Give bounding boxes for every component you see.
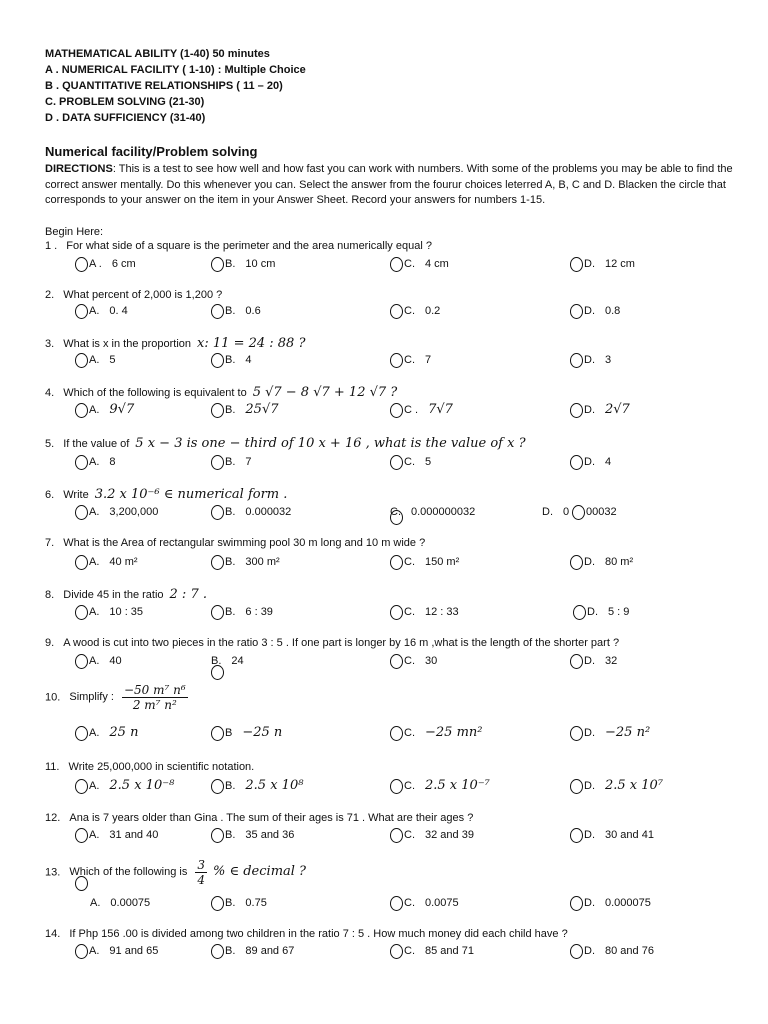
- question-14-option-3[interactable]: [390, 942, 474, 960]
- option-letter: C.: [404, 897, 415, 910]
- fraction-numerator: 3: [197, 858, 205, 872]
- option-value: 89 and 67: [245, 945, 295, 958]
- option-value: 0.0075: [425, 897, 459, 910]
- option-letter: D.: [584, 404, 595, 417]
- option-letter: B.: [225, 556, 236, 569]
- question-11-option-1[interactable]: [75, 777, 174, 795]
- option-letter: D.: [584, 829, 595, 842]
- answer-bubble[interactable]: [211, 944, 224, 959]
- question-13-option-1-bubble[interactable]: [75, 876, 88, 891]
- question-9-option-1[interactable]: [75, 652, 122, 670]
- option-letter: B.: [225, 305, 236, 318]
- question-4-stem: [45, 385, 397, 400]
- answer-bubble[interactable]: [211, 726, 224, 741]
- question-4-option-2[interactable]: [211, 401, 279, 419]
- option-value: 30 and 41: [605, 829, 654, 842]
- question-2-option-3[interactable]: [390, 302, 440, 320]
- option-value: 0: [563, 506, 570, 519]
- question-8-option-3[interactable]: [390, 603, 459, 621]
- option-value: 25√7: [245, 402, 279, 418]
- header-line-title: MATHEMATICAL ABILITY (1-40) 50 minutes: [45, 48, 270, 60]
- begin-label: Begin Here:: [45, 226, 104, 238]
- option-letter: D.: [587, 606, 598, 619]
- question-6-option-3-bubble[interactable]: [390, 510, 403, 525]
- option-letter: A.: [89, 305, 100, 318]
- question-expression: 2 : 7 .: [169, 587, 207, 602]
- option-letter: C.: [404, 829, 415, 842]
- answer-bubble[interactable]: [390, 654, 403, 669]
- option-letter: D.: [584, 305, 595, 318]
- option-letter: A.: [89, 655, 100, 668]
- question-3-option-3[interactable]: [390, 351, 431, 369]
- answer-bubble[interactable]: [390, 555, 403, 570]
- option-letter: A.: [89, 556, 100, 569]
- question-6-option-2[interactable]: [211, 503, 291, 521]
- option-value: 8: [109, 456, 116, 469]
- answer-bubble[interactable]: [75, 944, 88, 959]
- question-number: 4.: [45, 387, 55, 399]
- answer-bubble[interactable]: [390, 828, 403, 843]
- question-9-option-3[interactable]: [390, 652, 437, 670]
- question-5-stem: [45, 436, 526, 451]
- question-8-option-2[interactable]: [211, 603, 273, 621]
- question-number: 7.: [45, 537, 55, 549]
- header-line-a: A . NUMERICAL FACILITY ( 1-10) : Multiple Choice: [45, 64, 306, 76]
- answer-bubble[interactable]: [573, 605, 586, 620]
- option-letter: D.: [584, 655, 595, 668]
- question-expression: % ∈ decimal ?: [213, 864, 307, 880]
- question-11-option-2[interactable]: [211, 777, 303, 795]
- option-value: 31 and 40: [109, 829, 159, 842]
- section-title: Numerical facility/Problem solving: [45, 144, 258, 159]
- option-value: 85 and 71: [425, 945, 474, 958]
- question-expression: x: 11 = 24 : 88 ?: [197, 336, 306, 351]
- answer-bubble[interactable]: [570, 779, 583, 794]
- option-letter: B.: [225, 897, 236, 910]
- option-value: 10 cm: [245, 258, 276, 271]
- question-10-option-2[interactable]: [211, 724, 282, 742]
- answer-bubble[interactable]: [570, 828, 583, 843]
- option-value: 12 : 33: [425, 606, 459, 619]
- answer-bubble[interactable]: [570, 896, 583, 911]
- question-4-option-1[interactable]: [75, 401, 134, 419]
- question-number: 9.: [45, 637, 55, 649]
- option-value: 0.75: [245, 897, 267, 910]
- option-letter: B.: [225, 945, 236, 958]
- question-1-option-4[interactable]: [570, 255, 635, 273]
- answer-bubble[interactable]: [75, 605, 88, 620]
- option-value: 0.8: [605, 305, 621, 318]
- question-13-option-4[interactable]: [570, 894, 651, 912]
- question-number: 11.: [45, 761, 60, 773]
- answer-bubble[interactable]: [75, 555, 88, 570]
- question-text: Ana is 7 years older than Gina . The sum of their ages is 71 . What are their ages ?: [69, 812, 474, 824]
- question-5-option-1[interactable]: [75, 453, 116, 471]
- option-value: −25 n²: [605, 725, 651, 741]
- option-value: 5: [425, 456, 432, 469]
- option-value: 4: [605, 456, 612, 469]
- question-8-stem: [45, 587, 207, 602]
- question-7-option-1[interactable]: [75, 553, 138, 571]
- question-2-option-1[interactable]: [75, 302, 128, 320]
- option-value: 12 cm: [605, 258, 635, 271]
- question-10-option-3[interactable]: [390, 724, 482, 742]
- option-letter: B.: [225, 506, 236, 519]
- answer-bubble[interactable]: [211, 353, 224, 368]
- question-6-option-1[interactable]: [75, 503, 158, 521]
- option-letter: D.: [584, 354, 595, 367]
- option-letter: D.: [584, 780, 595, 793]
- question-2-option-4[interactable]: [570, 302, 620, 320]
- option-letter: B.: [225, 780, 236, 793]
- option-value: 32: [605, 655, 618, 668]
- question-1-option-3[interactable]: [390, 255, 449, 273]
- question-number: 5.: [45, 438, 55, 450]
- option-letter: D.: [584, 945, 595, 958]
- option-letter: B.: [225, 456, 236, 469]
- question-5-option-4[interactable]: [570, 453, 611, 471]
- question-1-option-2[interactable]: [211, 255, 275, 273]
- answer-bubble[interactable]: [211, 779, 224, 794]
- option-value: 7: [245, 456, 252, 469]
- question-11-option-4[interactable]: [570, 777, 663, 795]
- option-letter: D.: [584, 258, 595, 271]
- question-7-stem: [45, 537, 425, 549]
- answer-bubble[interactable]: [211, 828, 224, 843]
- question-9-option-2-bubble[interactable]: [211, 665, 224, 680]
- question-12-option-4[interactable]: [570, 826, 654, 844]
- question-11-stem: [45, 761, 254, 773]
- option-value: 0.000000032: [411, 506, 476, 519]
- directions: [45, 162, 735, 209]
- answer-bubble[interactable]: [75, 726, 88, 741]
- option-value: 3,200,000: [109, 506, 159, 519]
- question-text: Which of the following is: [69, 866, 188, 879]
- option-letter: A .: [89, 258, 102, 271]
- question-12-option-2[interactable]: [211, 826, 294, 844]
- option-letter: D.: [584, 556, 595, 569]
- option-value: 24: [231, 655, 244, 668]
- option-value: 7: [425, 354, 432, 367]
- fraction-denominator: 2 m⁷ n²: [132, 698, 177, 712]
- answer-bubble[interactable]: [211, 304, 224, 319]
- option-letter: B.: [225, 606, 236, 619]
- answer-bubble[interactable]: [390, 605, 403, 620]
- question-3-option-2[interactable]: [211, 351, 252, 369]
- option-value: 4 cm: [425, 258, 449, 271]
- option-value: 80 and 76: [605, 945, 654, 958]
- answer-bubble[interactable]: [570, 257, 583, 272]
- question-fraction: [122, 683, 188, 712]
- directions-label: DIRECTIONS: [45, 163, 113, 175]
- option-letter: A.: [89, 829, 100, 842]
- question-6-stem: [45, 487, 287, 502]
- option-value: −25 n: [242, 725, 283, 741]
- directions-text: : This is a test to see how well and how fast you can work with numbers. With some of the problems you may be able to find the correct answer mentally. Do this whenever you can. Select the answer from the fourur choices leterred A, B, C and D. Blacken the circle that corresponds to your answer on the item in your Answer Sheet. Record your answers for numbers 1-15.: [45, 163, 733, 206]
- question-12-option-3[interactable]: [390, 826, 474, 844]
- option-letter: C.: [404, 655, 415, 668]
- answer-bubble[interactable]: [75, 257, 88, 272]
- question-number: 13.: [45, 866, 61, 879]
- question-2-option-2[interactable]: [211, 302, 261, 320]
- answer-bubble[interactable]: [390, 304, 403, 319]
- option-letter: A.: [89, 606, 100, 619]
- question-10-stem: [45, 683, 188, 712]
- question-13-option-3[interactable]: [390, 894, 459, 912]
- option-value: 25 n: [109, 725, 139, 741]
- option-value: 10 : 35: [109, 606, 144, 619]
- option-value: 3: [605, 354, 612, 367]
- question-12-option-1[interactable]: [75, 826, 158, 844]
- option-letter: C.: [404, 727, 415, 740]
- option-value: 150 m²: [425, 556, 460, 569]
- option-letter: A.: [89, 727, 100, 740]
- answer-bubble[interactable]: [211, 403, 224, 418]
- question-10-option-4[interactable]: [570, 724, 650, 742]
- option-letter: C.: [404, 945, 415, 958]
- option-value: 6 cm: [111, 258, 136, 271]
- answer-bubble[interactable]: [390, 779, 403, 794]
- option-value: 32 and 39: [425, 829, 474, 842]
- option-letter: A.: [89, 945, 100, 958]
- question-text: What is the Area of rectangular swimming pool 30 m long and 10 m wide ?: [63, 537, 426, 549]
- answer-bubble[interactable]: [75, 403, 88, 418]
- question-13-option-1[interactable]: [90, 894, 150, 912]
- answer-bubble[interactable]: [211, 896, 224, 911]
- question-8-option-1[interactable]: [75, 603, 143, 621]
- question-12-stem: [45, 812, 473, 824]
- question-number: 12.: [45, 812, 61, 824]
- option-value: 300 m²: [245, 556, 280, 569]
- answer-bubble[interactable]: [75, 505, 88, 520]
- question-7-option-4[interactable]: [570, 553, 633, 571]
- option-value: 91 and 65: [109, 945, 159, 958]
- answer-bubble[interactable]: [390, 353, 403, 368]
- option-value: 5: [109, 354, 116, 367]
- answer-bubble[interactable]: [390, 455, 403, 470]
- fraction-denominator: 4: [197, 873, 205, 887]
- option-letter: A.: [89, 780, 100, 793]
- question-text: If Php 156 .00 is divided among two children in the ratio 7 : 5 . How much money did each child have ?: [69, 928, 568, 940]
- option-letter: A.: [89, 456, 100, 469]
- option-value: 0.000075: [605, 897, 651, 910]
- question-11-option-3[interactable]: [390, 777, 490, 795]
- option-value: 7√7: [428, 402, 453, 418]
- question-text: Divide 45 in the ratio: [63, 589, 164, 601]
- header-line-d: D . DATA SUFFICIENCY (31-40): [45, 112, 206, 124]
- option-value: 30: [425, 655, 438, 668]
- question-13-option-2[interactable]: [211, 894, 267, 912]
- question-number: 14.: [45, 928, 61, 940]
- option-value: 0. 4: [109, 305, 128, 318]
- question-4-option-3[interactable]: [390, 401, 453, 419]
- option-letter: C.: [404, 606, 415, 619]
- question-6-option-4[interactable]: [542, 503, 569, 521]
- answer-bubble[interactable]: [211, 555, 224, 570]
- header-line-b: B . QUANTITATIVE RELATIONSHIPS ( 11 – 20): [45, 80, 283, 92]
- answer-bubble[interactable]: [75, 779, 88, 794]
- question-text: What is x in the proportion: [63, 338, 192, 350]
- option-value: 0.6: [245, 305, 261, 318]
- question-expression: 5 √7 − 8 √7 + 12 √7 ?: [252, 385, 398, 400]
- option-value: 0.00075: [110, 897, 151, 910]
- option-letter: C .: [404, 404, 419, 417]
- option-letter: A.: [90, 897, 101, 910]
- option-value: 0.2: [425, 305, 441, 318]
- question-10-option-1[interactable]: [75, 724, 138, 742]
- question-number: 3.: [45, 338, 55, 350]
- question-expression: 5 x − 3 is one − third of 10 x + 16 , what is the value of x ?: [135, 436, 526, 451]
- option-value: 00032: [586, 506, 617, 519]
- question-4-option-4[interactable]: [570, 401, 630, 419]
- question-14-stem: [45, 928, 568, 940]
- option-value: 6 : 39: [245, 606, 273, 619]
- option-value: −25 mn²: [425, 725, 483, 741]
- option-letter: B: [225, 727, 233, 740]
- option-letter: C.: [404, 258, 415, 271]
- answer-bubble[interactable]: [211, 455, 224, 470]
- question-14-option-2[interactable]: [211, 942, 294, 960]
- answer-bubble[interactable]: [75, 353, 88, 368]
- option-letter: C.: [404, 354, 415, 367]
- answer-bubble[interactable]: [390, 257, 403, 272]
- question-1-stem: [45, 240, 432, 252]
- header-line-c: C. PROBLEM SOLVING (21-30): [45, 96, 205, 108]
- answer-bubble[interactable]: [390, 896, 403, 911]
- question-text: A wood is cut into two pieces in the ratio 3 : 5 . If one part is longer by 16 m ,what is the length of the shorter part ?: [63, 637, 620, 649]
- answer-bubble[interactable]: [570, 304, 583, 319]
- answer-bubble[interactable]: [75, 304, 88, 319]
- question-3-option-1[interactable]: [75, 351, 116, 369]
- question-14-option-4[interactable]: [570, 942, 654, 960]
- option-value: 5 : 9: [608, 606, 630, 619]
- question-text: Write: [63, 489, 89, 501]
- answer-bubble[interactable]: [390, 726, 403, 741]
- option-value: 0.000032: [245, 506, 292, 519]
- option-value: 9√7: [109, 402, 135, 418]
- option-value: 2.5 x 10⁷: [605, 778, 664, 794]
- question-number: 6.: [45, 489, 55, 501]
- question-1-option-1[interactable]: [75, 255, 136, 273]
- question-8-option-4[interactable]: [573, 603, 629, 621]
- question-fraction: [195, 858, 207, 887]
- option-letter: D.: [542, 506, 553, 519]
- question-9-stem: [45, 637, 619, 649]
- option-value: 2.5 x 10⁻⁸: [109, 778, 175, 794]
- question-7-option-2[interactable]: [211, 553, 280, 571]
- answer-bubble[interactable]: [570, 726, 583, 741]
- option-letter: B.: [225, 404, 236, 417]
- question-text: What percent of 2,000 is 1,200 ?: [63, 289, 223, 301]
- question-5-option-3[interactable]: [390, 453, 431, 471]
- question-9-option-4[interactable]: [570, 652, 617, 670]
- option-letter: C.: [404, 780, 415, 793]
- answer-bubble[interactable]: [570, 944, 583, 959]
- option-letter: A.: [89, 404, 100, 417]
- question-number: 8.: [45, 589, 55, 601]
- question-2-stem: [45, 289, 222, 301]
- option-letter: C.: [390, 506, 401, 519]
- question-3-option-4[interactable]: [570, 351, 611, 369]
- question-expression: 3.2 x 10⁻⁶ ∈ numerical form .: [94, 487, 288, 502]
- question-number: 2.: [45, 289, 55, 301]
- option-letter: B.: [225, 258, 236, 271]
- option-value: 40: [109, 655, 122, 668]
- answer-bubble[interactable]: [572, 505, 585, 520]
- option-value: 40 m²: [109, 556, 138, 569]
- option-letter: B.: [225, 829, 236, 842]
- question-text: Write 25,000,000 in scientific notation.: [68, 761, 255, 773]
- option-letter: D.: [584, 727, 595, 740]
- question-text: For what side of a square is the perimeter and the area numerically equal ?: [66, 240, 432, 252]
- question-14-option-1[interactable]: [75, 942, 158, 960]
- option-letter: C.: [404, 456, 415, 469]
- option-letter: D.: [584, 456, 595, 469]
- answer-bubble[interactable]: [570, 455, 583, 470]
- question-3-stem: [45, 336, 305, 351]
- question-number: 10.: [45, 691, 61, 704]
- question-number: 1 .: [45, 240, 58, 252]
- answer-bubble[interactable]: [570, 403, 583, 418]
- answer-bubble[interactable]: [390, 403, 403, 418]
- question-text: If the value of: [63, 438, 130, 450]
- answer-bubble[interactable]: [570, 654, 583, 669]
- option-letter: A.: [89, 506, 100, 519]
- answer-bubble[interactable]: [211, 257, 224, 272]
- option-value: 4: [245, 354, 252, 367]
- question-5-option-2[interactable]: [211, 453, 252, 471]
- option-letter: D.: [584, 897, 595, 910]
- option-value: 2.5 x 10⁻⁷: [425, 778, 490, 794]
- option-value: 2.5 x 10⁸: [245, 778, 304, 794]
- fraction-numerator: −50 m⁷ n⁶: [123, 683, 186, 697]
- question-text: Which of the following is equivalent to: [63, 387, 247, 399]
- option-letter: B.: [211, 655, 222, 668]
- answer-bubble[interactable]: [211, 505, 224, 520]
- answer-bubble[interactable]: [75, 828, 88, 843]
- answer-bubble[interactable]: [390, 944, 403, 959]
- option-letter: B.: [225, 354, 236, 367]
- option-letter: C.: [404, 305, 415, 318]
- question-6-option-5[interactable]: [572, 503, 617, 521]
- option-letter: C.: [404, 556, 415, 569]
- answer-bubble[interactable]: [570, 555, 583, 570]
- option-letter: A.: [89, 354, 100, 367]
- answer-bubble[interactable]: [570, 353, 583, 368]
- answer-bubble[interactable]: [75, 455, 88, 470]
- question-text: Simplify :: [69, 691, 114, 704]
- option-value: 80 m²: [605, 556, 634, 569]
- option-value: 2√7: [605, 402, 630, 418]
- answer-bubble[interactable]: [75, 654, 88, 669]
- option-value: 35 and 36: [245, 829, 295, 842]
- question-7-option-3[interactable]: [390, 553, 459, 571]
- answer-bubble[interactable]: [211, 605, 224, 620]
